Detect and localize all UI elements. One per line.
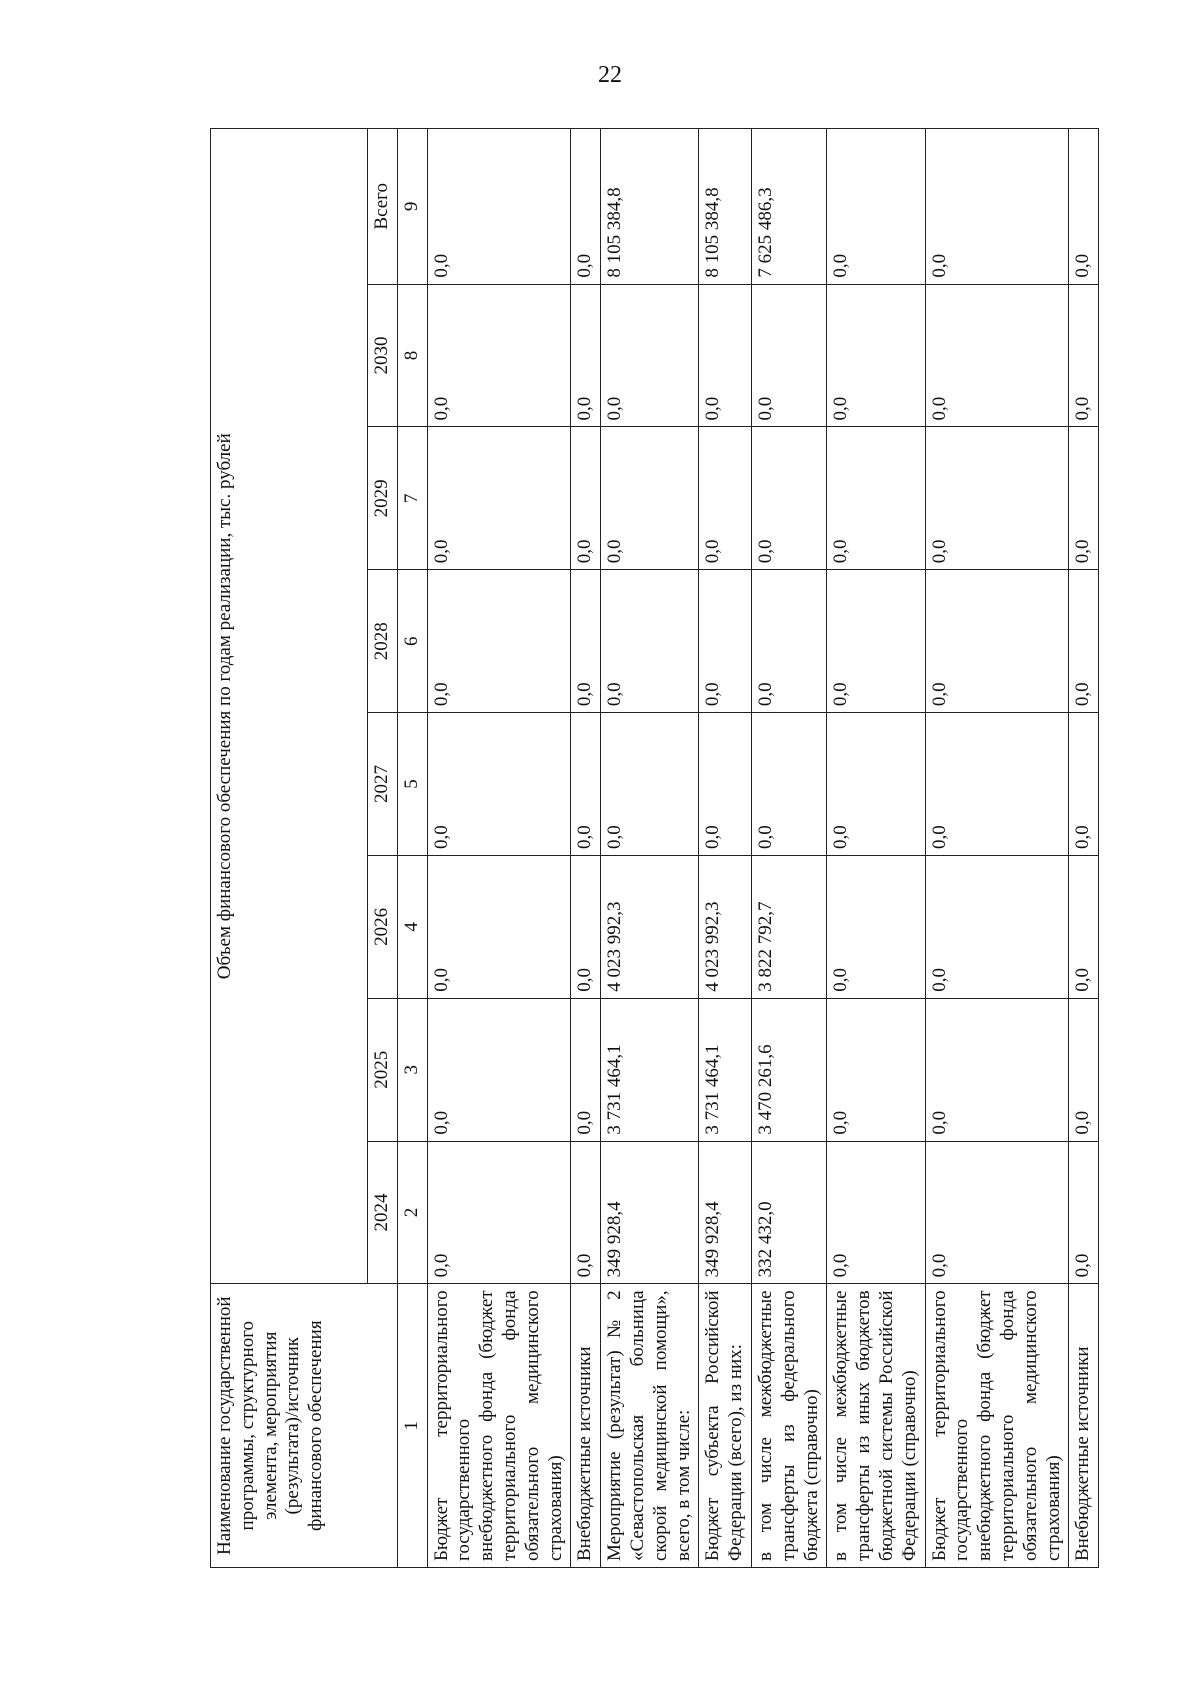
- header-year: 2029: [368, 427, 398, 570]
- row-value: 0,0: [751, 713, 826, 856]
- row-value: 0,0: [827, 1141, 925, 1284]
- row-total: 0,0: [427, 129, 571, 285]
- row-name: в том числе межбюджетные трансферты из иных бюджетов бюджетной системы Российской Федерации (справочно): [827, 1284, 925, 1568]
- row-value: 0,0: [601, 570, 699, 713]
- row-total: 0,0: [827, 129, 925, 285]
- row-value: 0,0: [699, 713, 752, 856]
- row-value: 0,0: [1069, 427, 1099, 570]
- row-value: 4 023 992,3: [699, 855, 752, 998]
- column-number: 7: [397, 427, 427, 570]
- row-name: Внебюджетные источники: [571, 1284, 601, 1568]
- row-value: 0,0: [925, 1141, 1069, 1284]
- row-value: 0,0: [699, 427, 752, 570]
- row-value: 0,0: [827, 998, 925, 1141]
- row-name: Мероприятие (результат) № 2 «Севастопольская больница скорой медицинской помощи», всего, в том числе:: [601, 1284, 699, 1568]
- row-value: 0,0: [571, 855, 601, 998]
- row-total: 0,0: [571, 129, 601, 285]
- row-value: 3 731 464,1: [601, 998, 699, 1141]
- header-year: 2028: [368, 570, 398, 713]
- row-value: 0,0: [1069, 855, 1099, 998]
- row-value: 0,0: [751, 427, 826, 570]
- table-row: [571, 129, 601, 1568]
- row-value: 0,0: [699, 284, 752, 427]
- row-value: 0,0: [427, 427, 571, 570]
- row-name: Бюджет территориального государственного внебюджетного фонда (бюджет территориального фонда обязательного медицинского страхования): [427, 1284, 571, 1568]
- row-value: 3 822 792,7: [751, 855, 826, 998]
- table-row: [1069, 129, 1099, 1568]
- row-value: 3 731 464,1: [699, 998, 752, 1141]
- header-name: Наименование государственной программы, структурного элемента, мероприятия (результата)/источник финансового обеспечения: [211, 1284, 398, 1568]
- row-value: 0,0: [601, 284, 699, 427]
- row-value: 0,0: [1069, 570, 1099, 713]
- header-group: Объем финансового обеспечения по годам реализации, тыс. рублей: [211, 129, 368, 1284]
- page-number: 22: [598, 62, 622, 88]
- table-row: [699, 129, 752, 1568]
- row-value: 0,0: [827, 855, 925, 998]
- column-number: 9: [397, 129, 427, 285]
- row-value: 0,0: [1069, 713, 1099, 856]
- row-value: 0,0: [925, 855, 1069, 998]
- row-name: Бюджет субъекта Российской Федерации (всего), из них:: [699, 1284, 752, 1568]
- table-row: [925, 129, 1069, 1568]
- row-value: 0,0: [571, 427, 601, 570]
- row-value: 349 928,4: [699, 1141, 752, 1284]
- row-value: 0,0: [699, 570, 752, 713]
- row-value: 4 023 992,3: [601, 855, 699, 998]
- row-total: 0,0: [925, 129, 1069, 285]
- header-row-group: [211, 129, 368, 1568]
- row-value: 0,0: [571, 570, 601, 713]
- column-number: 1: [397, 1284, 427, 1568]
- row-value: 0,0: [827, 570, 925, 713]
- row-value: 0,0: [571, 284, 601, 427]
- row-value: 0,0: [827, 427, 925, 570]
- row-value: 3 470 261,6: [751, 998, 826, 1141]
- row-name: Бюджет территориального государственного внебюджетного фонда (бюджет территориального фонда обязательного медицинского страхования): [925, 1284, 1069, 1568]
- table-row: [601, 129, 699, 1568]
- header-year: 2027: [368, 713, 398, 856]
- row-value: 0,0: [1069, 998, 1099, 1141]
- column-number: 8: [397, 284, 427, 427]
- row-value: 0,0: [427, 855, 571, 998]
- row-value: 332 432,0: [751, 1141, 826, 1284]
- row-value: 0,0: [427, 713, 571, 856]
- row-value: 0,0: [827, 284, 925, 427]
- row-value: 0,0: [925, 713, 1069, 856]
- row-total: 8 105 384,8: [699, 129, 752, 285]
- row-value: 0,0: [925, 998, 1069, 1141]
- row-value: 0,0: [1069, 284, 1099, 427]
- column-number: 2: [397, 1141, 427, 1284]
- row-value: 0,0: [427, 1141, 571, 1284]
- row-value: 0,0: [827, 713, 925, 856]
- row-value: 0,0: [925, 570, 1069, 713]
- header-year: 2025: [368, 998, 398, 1141]
- header-year: 2030: [368, 284, 398, 427]
- row-value: 0,0: [427, 570, 571, 713]
- rotated-table-container: [210, 128, 1135, 1568]
- row-value: 0,0: [427, 998, 571, 1141]
- header-year: 2026: [368, 855, 398, 998]
- table-row: [827, 129, 925, 1568]
- row-value: 0,0: [601, 427, 699, 570]
- row-value: 0,0: [571, 998, 601, 1141]
- row-value: 349 928,4: [601, 1141, 699, 1284]
- row-value: 0,0: [925, 284, 1069, 427]
- row-value: 0,0: [751, 570, 826, 713]
- row-value: 0,0: [601, 713, 699, 856]
- row-total: 0,0: [1069, 129, 1099, 285]
- header-year: 2024: [368, 1141, 398, 1284]
- row-value: 0,0: [751, 284, 826, 427]
- column-number: 5: [397, 713, 427, 856]
- header-total: Всего: [368, 129, 398, 285]
- column-number: 3: [397, 998, 427, 1141]
- row-name: Внебюджетные источники: [1069, 1284, 1099, 1568]
- header-row-numbers: [397, 129, 427, 1568]
- row-value: 0,0: [427, 284, 571, 427]
- row-value: 0,0: [925, 427, 1069, 570]
- row-total: 7 625 486,3: [751, 129, 826, 285]
- row-value: 0,0: [571, 1141, 601, 1284]
- rotated-table-wrapper: [210, 128, 1200, 1561]
- row-value: 0,0: [571, 713, 601, 856]
- table-row: [751, 129, 826, 1568]
- financing-table: [210, 128, 1099, 1568]
- row-value: 0,0: [1069, 1141, 1099, 1284]
- row-total: 8 105 384,8: [601, 129, 699, 285]
- column-number: 6: [397, 570, 427, 713]
- table-row: [427, 129, 571, 1568]
- column-number: 4: [397, 855, 427, 998]
- row-name: в том числе межбюджетные трансферты из федерального бюджета (справочно): [751, 1284, 826, 1568]
